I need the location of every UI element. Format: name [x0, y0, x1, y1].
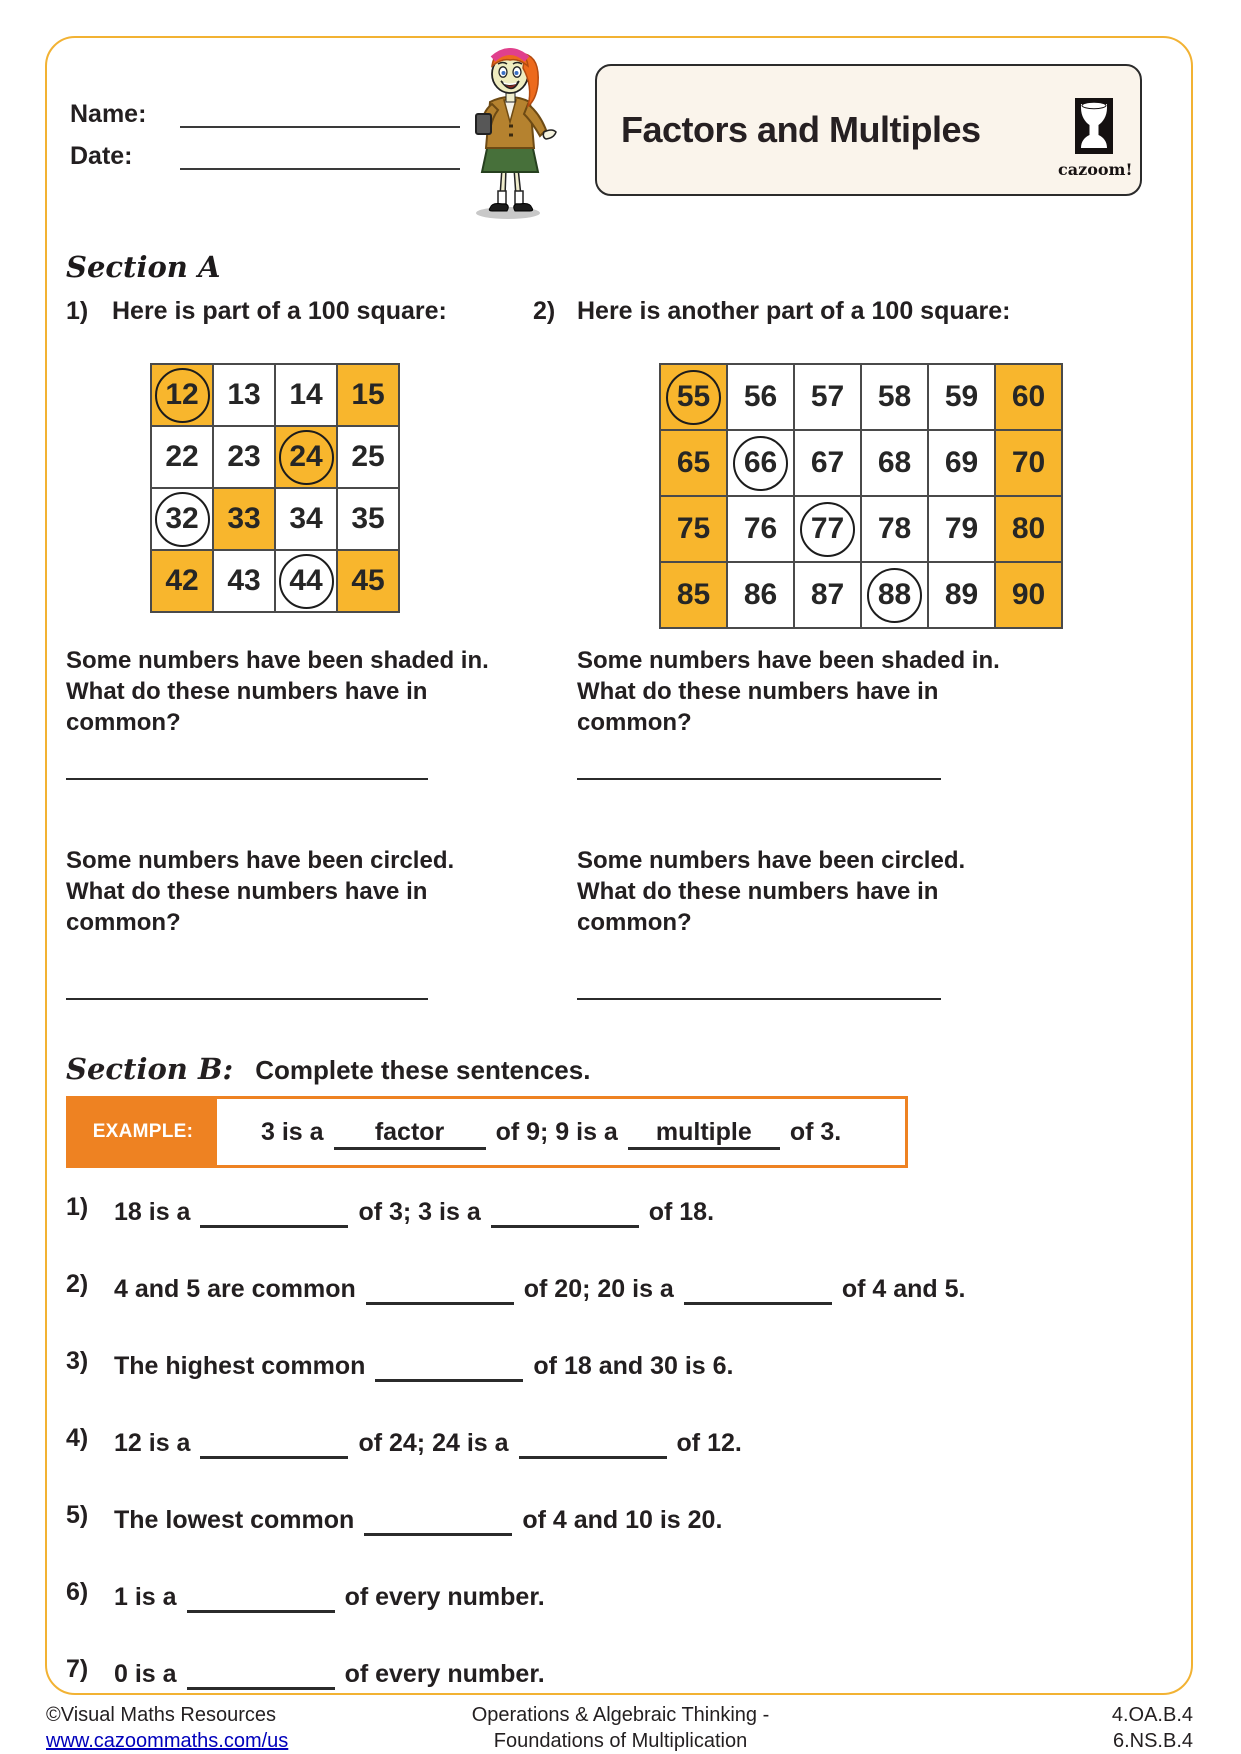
sentence-text: of 18. — [648, 1198, 715, 1226]
cell-number: 58 — [877, 380, 912, 413]
cell-number: 24 — [289, 440, 323, 473]
grid-cell-69 — [928, 430, 995, 496]
answer-blank[interactable] — [200, 1192, 348, 1228]
question-1-number: 1) — [66, 297, 89, 325]
grid-cell-68 — [861, 430, 928, 496]
sentence-row — [66, 1654, 1161, 1690]
cell-number: 13 — [227, 378, 261, 411]
answer-blank[interactable]: factor — [334, 1114, 486, 1150]
cell-number: 14 — [289, 378, 323, 411]
date-label: Date: — [70, 142, 133, 170]
sentence-number: 7) — [66, 1655, 89, 1683]
student-cartoon — [452, 40, 570, 227]
footer-right — [1112, 1702, 1193, 1754]
drum-icon — [1075, 98, 1113, 154]
grid-cell-66 — [727, 430, 794, 496]
sentence-text: of every number. — [344, 1583, 545, 1611]
sentence-text: The lowest common — [114, 1506, 355, 1534]
sentence-text: of 24; 24 is a — [358, 1429, 509, 1457]
sentence-text: 12 is a — [114, 1429, 191, 1457]
cell-number: 45 — [351, 564, 385, 597]
grid-cell-22 — [151, 426, 213, 488]
grid-cell-25 — [337, 426, 399, 488]
sentence-number: 5) — [66, 1501, 89, 1529]
cell-number: 89 — [944, 578, 979, 611]
circle-annotation — [666, 370, 721, 425]
answer-blank[interactable] — [491, 1192, 639, 1228]
strand-line-2: Foundations of Multiplication — [493, 1730, 748, 1752]
hundred-square-grid-1 — [150, 363, 400, 613]
sentence-body — [114, 1654, 1161, 1690]
circle-annotation — [155, 368, 210, 423]
cazoom-logo — [1058, 98, 1133, 179]
footer-center — [0, 1702, 1241, 1754]
grid-cell-15 — [337, 364, 399, 426]
sentence-body — [114, 1423, 1161, 1459]
example-label: EXAMPLE: — [69, 1099, 217, 1165]
sentence-body — [114, 1269, 1161, 1305]
worksheet-title: Factors and Multiples — [621, 109, 981, 150]
cell-number: 77 — [810, 512, 845, 545]
cell-number: 78 — [877, 512, 912, 545]
circled-question-2: Some numbers have been circled. What do these numbers have in common? — [577, 847, 966, 936]
answer-blank[interactable] — [200, 1423, 348, 1459]
cell-number: 88 — [877, 578, 912, 611]
brand-name: cazoom! — [1058, 160, 1133, 179]
cell-number: 76 — [743, 512, 778, 545]
question-2-number: 2) — [533, 297, 556, 325]
cell-number: 87 — [810, 578, 845, 611]
cell-number: 22 — [165, 440, 199, 473]
grid-cell-14 — [275, 364, 337, 426]
sentence-text: of 9; 9 is a — [495, 1117, 618, 1146]
grid-cell-34 — [275, 488, 337, 550]
cell-number: 85 — [676, 578, 711, 611]
sentence-list — [66, 1192, 1161, 1731]
grid-cell-87 — [794, 562, 861, 628]
circle-annotation — [279, 430, 334, 485]
cell-number: 90 — [1011, 578, 1046, 611]
grid-cell-67 — [794, 430, 861, 496]
sentence-text: of 3. — [789, 1117, 842, 1146]
circle-annotation — [733, 436, 788, 491]
cell-number: 56 — [743, 380, 778, 413]
cell-number: 70 — [1011, 446, 1046, 479]
example-box — [66, 1096, 908, 1168]
grid-cell-88 — [861, 562, 928, 628]
cell-number: 80 — [1011, 512, 1046, 545]
cell-number: 25 — [351, 440, 385, 473]
hundred-square-grid-2 — [659, 363, 1063, 629]
grid-cell-44 — [275, 550, 337, 612]
sentence-text: of 4 and 5. — [841, 1275, 966, 1303]
grid-cell-12 — [151, 364, 213, 426]
sentence-number: 2) — [66, 1270, 89, 1298]
answer-line-shaded-2[interactable] — [577, 778, 941, 780]
sentence-row — [66, 1500, 1161, 1536]
sentence-body — [114, 1346, 1161, 1382]
sentence-text: 1 is a — [114, 1583, 177, 1611]
section-b-heading: Section B: — [66, 1052, 234, 1086]
date-input-line[interactable] — [180, 168, 460, 170]
grid-cell-77 — [794, 496, 861, 562]
cell-number: 15 — [351, 378, 385, 411]
sentence-text: 0 is a — [114, 1660, 177, 1688]
shaded-question-1: Some numbers have been shaded in. What do these numbers have in common? — [66, 647, 489, 736]
standard-code-1: 4.OA.B.4 — [1111, 1704, 1193, 1726]
sentence-body — [114, 1577, 1161, 1613]
cell-number: 65 — [676, 446, 711, 479]
grid-cell-59 — [928, 364, 995, 430]
cell-number: 60 — [1011, 380, 1046, 413]
sentence-text: of 4 and 10 is 20. — [522, 1506, 723, 1534]
website-link[interactable]: www.cazoommaths.com/us — [46, 1730, 289, 1752]
cell-number: 59 — [944, 380, 979, 413]
grid-cell-75 — [660, 496, 727, 562]
sentence-row — [66, 1192, 1161, 1228]
question-2-prompt: Here is another part of a 100 square: — [577, 297, 1011, 325]
cell-number: 34 — [289, 502, 323, 535]
cell-number: 75 — [676, 512, 711, 545]
cell-number: 23 — [227, 440, 261, 473]
cell-number: 33 — [227, 502, 261, 535]
sentence-number: 4) — [66, 1424, 89, 1452]
grid-cell-45 — [337, 550, 399, 612]
name-input-line[interactable] — [180, 126, 460, 128]
sentence-text: of 20; 20 is a — [523, 1275, 674, 1303]
question-1-prompt: Here is part of a 100 square: — [112, 297, 447, 325]
cell-number: 86 — [743, 578, 778, 611]
answer-line-circled-1[interactable] — [66, 998, 428, 1000]
sentence-text: of 18 and 30 is 6. — [533, 1352, 734, 1380]
sentence-text: 4 and 5 are common — [114, 1275, 356, 1303]
sentence-number: 6) — [66, 1578, 89, 1606]
sentence-body — [114, 1192, 1161, 1228]
circled-question-1: Some numbers have been circled. What do these numbers have in common? — [66, 847, 455, 936]
answer-blank[interactable] — [684, 1269, 832, 1305]
grid-cell-23 — [213, 426, 275, 488]
sentence-text: The highest common — [114, 1352, 366, 1380]
grid-cell-43 — [213, 550, 275, 612]
cell-number: 55 — [676, 380, 711, 413]
sentence-row — [66, 1269, 1161, 1305]
grid-cell-90 — [995, 562, 1062, 628]
circle-annotation — [279, 554, 334, 609]
grid-cell-85 — [660, 562, 727, 628]
circle-annotation — [155, 492, 210, 547]
answer-blank[interactable] — [366, 1269, 514, 1305]
circle-annotation — [867, 568, 922, 623]
grid-cell-89 — [928, 562, 995, 628]
cell-number: 69 — [944, 446, 979, 479]
grid-cell-79 — [928, 496, 995, 562]
title-box — [595, 64, 1142, 196]
cell-number: 43 — [227, 564, 261, 597]
grid-cell-24 — [275, 426, 337, 488]
cell-number: 32 — [165, 502, 199, 535]
sentence-text: of 12. — [676, 1429, 742, 1457]
cell-number: 68 — [877, 446, 912, 479]
sentence-row — [66, 1423, 1161, 1459]
sentence-text: of 3; 3 is a — [358, 1198, 481, 1226]
sentence-text: 3 is a — [261, 1117, 324, 1146]
grid-cell-70 — [995, 430, 1062, 496]
standard-code-2: 6.NS.B.4 — [1112, 1730, 1193, 1752]
grid-cell-32 — [151, 488, 213, 550]
answer-blank[interactable] — [364, 1500, 512, 1536]
answer-line-circled-2[interactable] — [577, 998, 941, 1000]
cell-number: 35 — [351, 502, 385, 535]
grid-cell-76 — [727, 496, 794, 562]
answer-line-shaded-1[interactable] — [66, 778, 428, 780]
name-label: Name: — [70, 100, 147, 128]
sentence-row — [66, 1346, 1161, 1382]
shaded-question-2: Some numbers have been shaded in. What do these numbers have in common? — [577, 647, 1000, 736]
grid-cell-33 — [213, 488, 275, 550]
strand-line-1: Operations & Algebraic Thinking - — [471, 1704, 770, 1726]
grid-cell-80 — [995, 496, 1062, 562]
grid-cell-65 — [660, 430, 727, 496]
cell-number: 12 — [165, 378, 199, 411]
cell-number: 66 — [743, 446, 778, 479]
sentence-body — [114, 1500, 1161, 1536]
answer-blank[interactable] — [375, 1346, 523, 1382]
grid-cell-13 — [213, 364, 275, 426]
copyright-text: ©Visual Maths Resources — [46, 1704, 277, 1726]
cell-number: 67 — [810, 446, 845, 479]
grid-cell-57 — [794, 364, 861, 430]
answer-blank[interactable] — [187, 1654, 335, 1690]
sentence-text: 18 is a — [114, 1198, 191, 1226]
grid-cell-42 — [151, 550, 213, 612]
grid-cell-78 — [861, 496, 928, 562]
section-b-instruction: Complete these sentences. — [255, 1055, 591, 1085]
cell-number: 57 — [810, 380, 845, 413]
sentence-row — [66, 1577, 1161, 1613]
cell-number: 44 — [289, 564, 323, 597]
grid-cell-35 — [337, 488, 399, 550]
grid-cell-60 — [995, 364, 1062, 430]
answer-blank[interactable] — [519, 1423, 667, 1459]
sentence-number: 3) — [66, 1347, 89, 1375]
sentence-number: 1) — [66, 1193, 89, 1221]
circle-annotation — [800, 502, 855, 557]
cell-number: 42 — [165, 564, 199, 597]
grid-cell-55 — [660, 364, 727, 430]
cell-number: 79 — [944, 512, 979, 545]
example-sentence — [217, 1099, 905, 1165]
section-a-heading: Section A — [66, 250, 221, 284]
grid-cell-56 — [727, 364, 794, 430]
answer-blank[interactable] — [187, 1577, 335, 1613]
grid-cell-58 — [861, 364, 928, 430]
sentence-text: of every number. — [344, 1660, 545, 1688]
grid-cell-86 — [727, 562, 794, 628]
answer-blank[interactable]: multiple — [628, 1114, 780, 1150]
